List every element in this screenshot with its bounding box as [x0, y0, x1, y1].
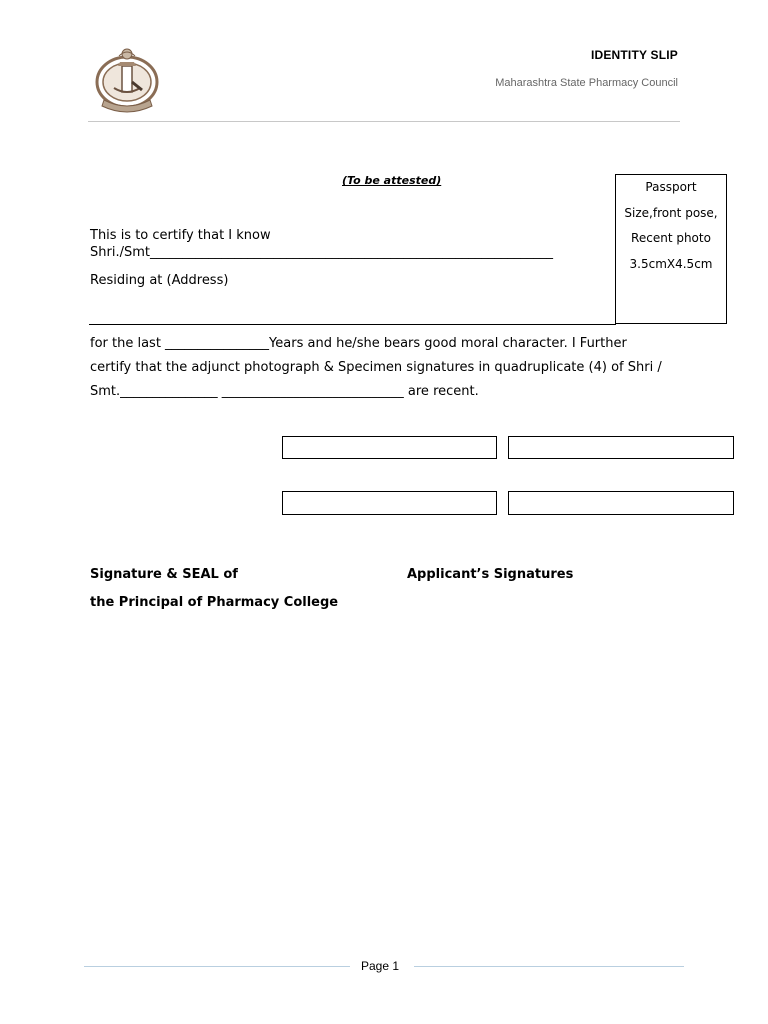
pharmacy-council-seal-icon: [92, 44, 162, 114]
certification-line-3: Smt._______________ ____________________________ are recent.: [90, 384, 479, 399]
specimen-signature-box-2[interactable]: [508, 436, 734, 459]
page-number: Page 1: [361, 959, 400, 973]
residing-label: Residing at (Address): [90, 273, 229, 288]
attested-note: (To be attested): [342, 174, 442, 187]
certification-line-2: certify that the adjunct photograph & Specimen signatures in quadruplicate (4) of Shri /: [90, 360, 662, 375]
applicant-signatures-label: Applicant’s Signatures: [407, 567, 574, 582]
certification-line-1: for the last ________________Years and he/she bears good moral character. I Further: [90, 336, 627, 351]
passport-photo-box: [615, 174, 727, 324]
specimen-signature-box-3[interactable]: [282, 491, 497, 515]
certify-text: This is to certify that I know: [90, 228, 271, 243]
photo-box-line: Recent photo: [631, 231, 711, 245]
address-line: [89, 324, 616, 325]
header-divider: [88, 121, 680, 122]
shri-smt-line: Shri./Smt______________________________________________________________: [90, 245, 553, 260]
footer-rule-right: [414, 966, 684, 967]
photo-box-line: 3.5cmX4.5cm: [629, 256, 713, 271]
organization-name: Maharashtra State Pharmacy Council: [495, 77, 678, 89]
specimen-signature-box-1[interactable]: [282, 436, 497, 459]
document-title: IDENTITY SLIP: [590, 48, 678, 62]
photo-box-line: Size,front pose,: [624, 205, 718, 220]
principal-college-label: the Principal of Pharmacy College: [90, 595, 339, 610]
photo-box-line: Passport: [645, 180, 697, 194]
principal-signature-label: Signature & SEAL of: [90, 567, 238, 582]
specimen-signature-box-4[interactable]: [508, 491, 734, 515]
footer-rule-left: [84, 966, 350, 967]
